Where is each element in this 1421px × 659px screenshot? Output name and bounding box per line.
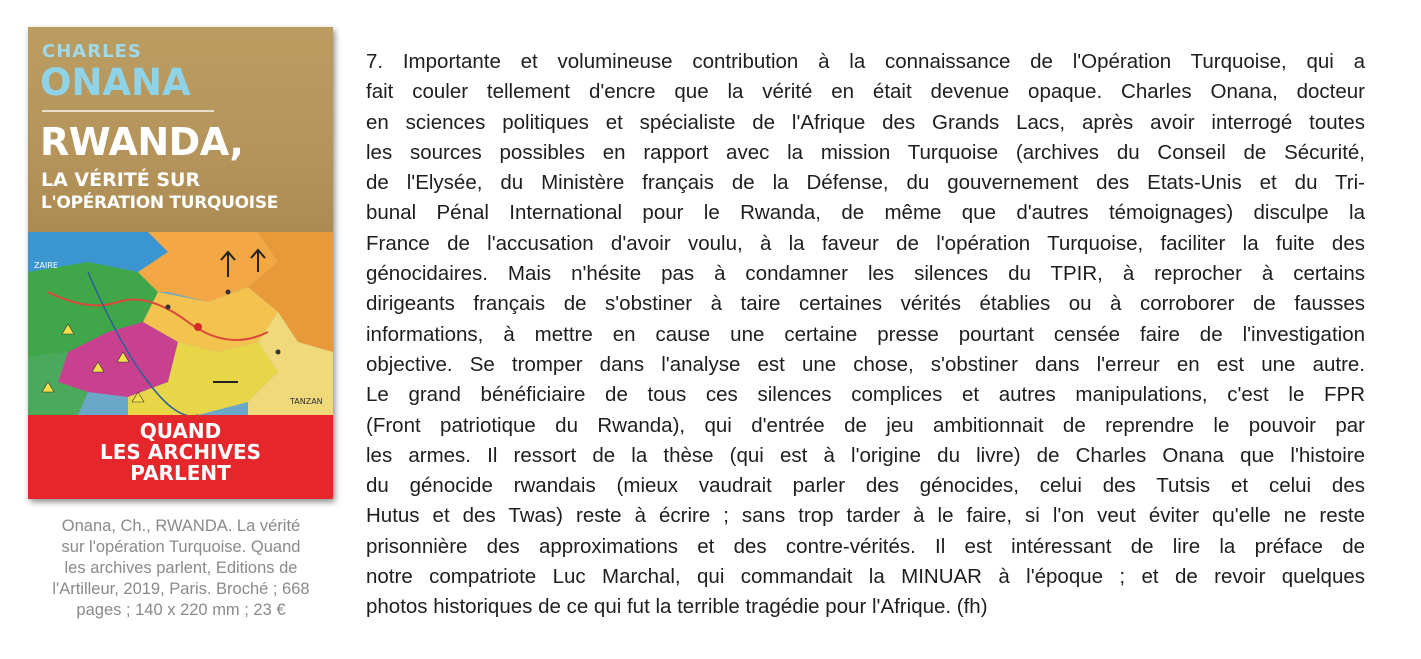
- review-line: France de l'accusation d'avoir voulu, à la faveur de l'opération Turquoise, faciliter la fuite des: [366, 231, 1365, 255]
- review-line: génocidaires. Mais n'hésite pas à condamner les silences du TPIR, à reprocher à certains: [366, 262, 1365, 286]
- caption-line: les archives parlent, Editions de: [64, 559, 298, 577]
- review-line: fait couler tellement d'encre que la vérité en était devenue opaque. Charles Onana, docteur: [366, 80, 1365, 104]
- review-line: les sources possibles en rapport avec la mission Turquoise (archives du Conseil de Sécurité,: [366, 140, 1365, 164]
- review-line: du génocide rwandais (mieux vaudrait parler des génocides, celui des Tutsis et celui des: [366, 474, 1365, 498]
- map-label-tanzania: TANZAN: [290, 397, 323, 406]
- cover-title: RWANDA,: [40, 120, 244, 164]
- review-line: photos historiques de ce qui fut la terrible tragédie pour l'Afrique. (fh): [366, 595, 988, 619]
- review-line: objective. Se tromper dans l'analyse est une chose, s'obstiner dans l'erreur en est une autre.: [366, 352, 1365, 376]
- review-line: de l'Elysée, du Ministère français de la Défense, du gouvernement des Etats-Unis et du Tri-: [366, 171, 1365, 195]
- caption-line: Onana, Ch., RWANDA. La vérité: [61, 517, 301, 535]
- review-line: dirigeants français de s'obstiner à taire certaines vérités établies ou à corroborer de fausses: [366, 292, 1365, 316]
- review-paragraph: [366, 47, 1365, 623]
- cover-banner-line-1: QUAND: [139, 419, 222, 443]
- cover-banner: [28, 415, 333, 499]
- review-line: prisonnière des approximations et des contre-vérités. Il est intéressant de lire la préface de: [366, 534, 1365, 558]
- review-line: notre compatriote Luc Marchal, qui commandait la MINUAR à l'époque ; et de revoir quelques: [366, 565, 1365, 589]
- review-line: (Front patriotique du Rwanda), qui d'entrée de jeu ambitionnait de reprendre le pouvoir par: [366, 413, 1365, 437]
- cover-author-last-name: ONANA: [40, 61, 191, 104]
- caption-line: l'Artilleur, 2019, Paris. Broché ; 668: [52, 580, 310, 598]
- cover-banner-line-2: LES ARCHIVES: [99, 440, 262, 464]
- review-line: bunal Pénal International pour le Rwanda, de même que d'autres témoignages) disculpe la: [366, 201, 1365, 225]
- cover-author-first-name: CHARLES: [42, 41, 142, 62]
- cover-map-illustration: [28, 232, 333, 415]
- cover-subtitle-line-1: LA VÉRITÉ SUR: [41, 169, 201, 191]
- review-line: informations, à mettre en cause une certaine presse pourtant censée faire de l'investigation: [366, 322, 1365, 346]
- review-line: les armes. Il ressort de la thèse (qui est à l'origine du livre) de Charles Onana que l'histoire: [366, 443, 1365, 467]
- review-line: 7. Importante et volumineuse contribution à la connaissance de l'Opération Turquoise, qui a: [366, 50, 1365, 73]
- book-cover-image: [28, 27, 333, 499]
- book-caption: [24, 516, 338, 621]
- cover-banner-line-3: PARLENT: [130, 461, 231, 485]
- cover-subtitle-line-2: L'OPÉRATION TURQUOISE: [41, 193, 279, 213]
- review-line: en sciences politiques et spécialiste de l'Afrique des Grands Lacs, après avoir interrogé toutes: [366, 110, 1365, 134]
- caption-line: pages ; 140 x 220 mm ; 23 €: [76, 601, 286, 619]
- review-line: Hutus et des Twas) reste à écrire ; sans trop tarder à le faire, si l'on veut éviter qu'elle ne reste: [366, 504, 1365, 528]
- review-line: Le grand bénéficiaire de tous ces silences complices et autres manipulations, c'est le FPR: [366, 383, 1365, 407]
- map-label-zaire: ZAIRE: [34, 261, 58, 270]
- caption-line: sur l'opération Turquoise. Quand: [61, 538, 301, 556]
- cover-divider: [42, 110, 214, 112]
